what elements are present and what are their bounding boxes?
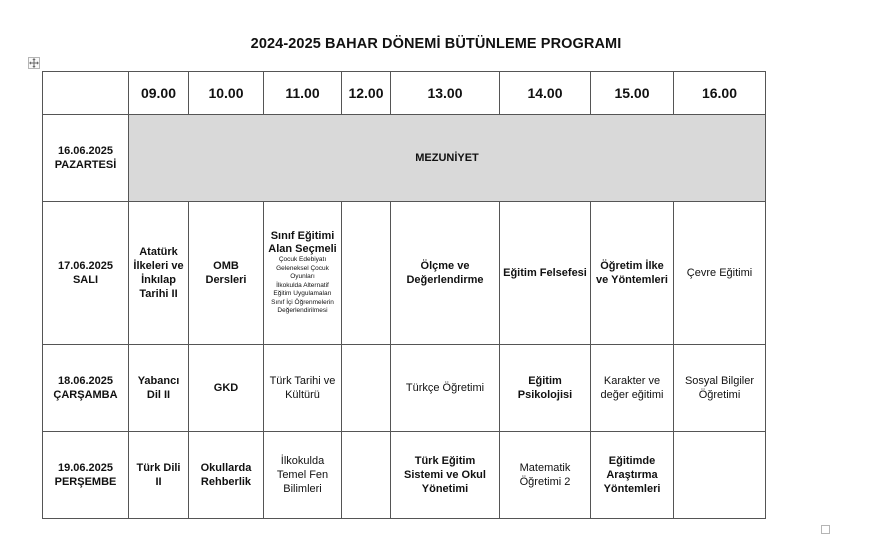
- time-header: 16.00: [674, 72, 766, 115]
- elective-title: Sınıf Eğitimi Alan Seçmeli: [268, 230, 337, 256]
- exam-cell: Sosyal Bilgiler Öğretimi: [674, 345, 766, 432]
- exam-cell: Ölçme ve Değerlendirme: [391, 202, 500, 345]
- document-title: 2024-2025 BAHAR DÖNEMİ BÜTÜNLEME PROGRAMI: [250, 36, 622, 52]
- time-header: 11.00: [264, 72, 342, 115]
- date-cell: [43, 345, 129, 432]
- weekday: PAZARTESİ: [54, 159, 117, 171]
- table-row: [43, 115, 766, 202]
- date: 18.06.2025: [57, 375, 114, 387]
- elective-item: Geleneksel Çocuk Oyunları: [276, 264, 329, 281]
- table-resize-handle[interactable]: [821, 525, 830, 534]
- date-cell: [43, 432, 129, 519]
- corner-cell: [43, 72, 129, 115]
- exam-cell: OMB Dersleri: [189, 202, 264, 345]
- exam-cell: Türk Dili II: [129, 432, 189, 519]
- date: 19.06.2025: [57, 462, 114, 474]
- time-header: 12.00: [342, 72, 391, 115]
- elective-exam-cell: [264, 202, 342, 345]
- exam-cell: Çevre Eğitimi: [674, 202, 766, 345]
- weekday: PERŞEMBE: [54, 476, 117, 488]
- move-icon: [29, 58, 39, 68]
- table-row: [43, 202, 766, 345]
- exam-cell: Türk Tarihi ve Kültürü: [264, 345, 342, 432]
- time-header: 13.00: [391, 72, 500, 115]
- exam-cell: Eğitim Psikolojisi: [500, 345, 591, 432]
- header-row: [43, 72, 766, 115]
- time-header: 09.00: [129, 72, 189, 115]
- date: 16.06.2025: [57, 145, 114, 157]
- exam-cell: GKD: [189, 345, 264, 432]
- graduation-merged-cell: MEZUNİYET: [129, 115, 766, 202]
- empty-cell: [342, 202, 391, 345]
- exam-schedule-table: [42, 71, 766, 519]
- table-row: [43, 432, 766, 519]
- table-row: [43, 345, 766, 432]
- time-header: 14.00: [500, 72, 591, 115]
- exam-cell: Matematik Öğretimi 2: [500, 432, 591, 519]
- exam-cell: Okullarda Rehberlik: [189, 432, 264, 519]
- date: 17.06.2025: [57, 260, 114, 272]
- empty-cell: [342, 345, 391, 432]
- exam-cell: Eğitimde Araştırma Yöntemleri: [591, 432, 674, 519]
- exam-cell: Atatürk İlkeleri ve İnkılap Tarihi II: [129, 202, 189, 345]
- time-header: 10.00: [189, 72, 264, 115]
- exam-cell: Karakter ve değer eğitimi: [591, 345, 674, 432]
- elective-item: Çocuk Edebiyatı: [278, 256, 327, 264]
- exam-cell: İlkokulda Temel Fen Bilimleri: [264, 432, 342, 519]
- exam-cell: Öğretim İlke ve Yöntemleri: [591, 202, 674, 345]
- exam-cell: Eğitim Felsefesi: [500, 202, 591, 345]
- exam-cell: Türk Eğitim Sistemi ve Okul Yönetimi: [391, 432, 500, 519]
- empty-cell: [342, 432, 391, 519]
- date-cell: [43, 202, 129, 345]
- time-header: 15.00: [591, 72, 674, 115]
- weekday: SALI: [72, 274, 99, 286]
- elective-item: İlkokulda Alternatif Eğitim Uygulamaları: [273, 281, 332, 298]
- weekday: ÇARŞAMBA: [53, 389, 118, 401]
- exam-cell: Türkçe Öğretimi: [391, 345, 500, 432]
- elective-item: Sınıf İçi Öğrenmelerin Değerlendirilmesi: [271, 298, 334, 315]
- empty-cell: [674, 432, 766, 519]
- table-move-handle[interactable]: [28, 57, 40, 69]
- date-cell: [43, 115, 129, 202]
- exam-cell: Yabancı Dil II: [129, 345, 189, 432]
